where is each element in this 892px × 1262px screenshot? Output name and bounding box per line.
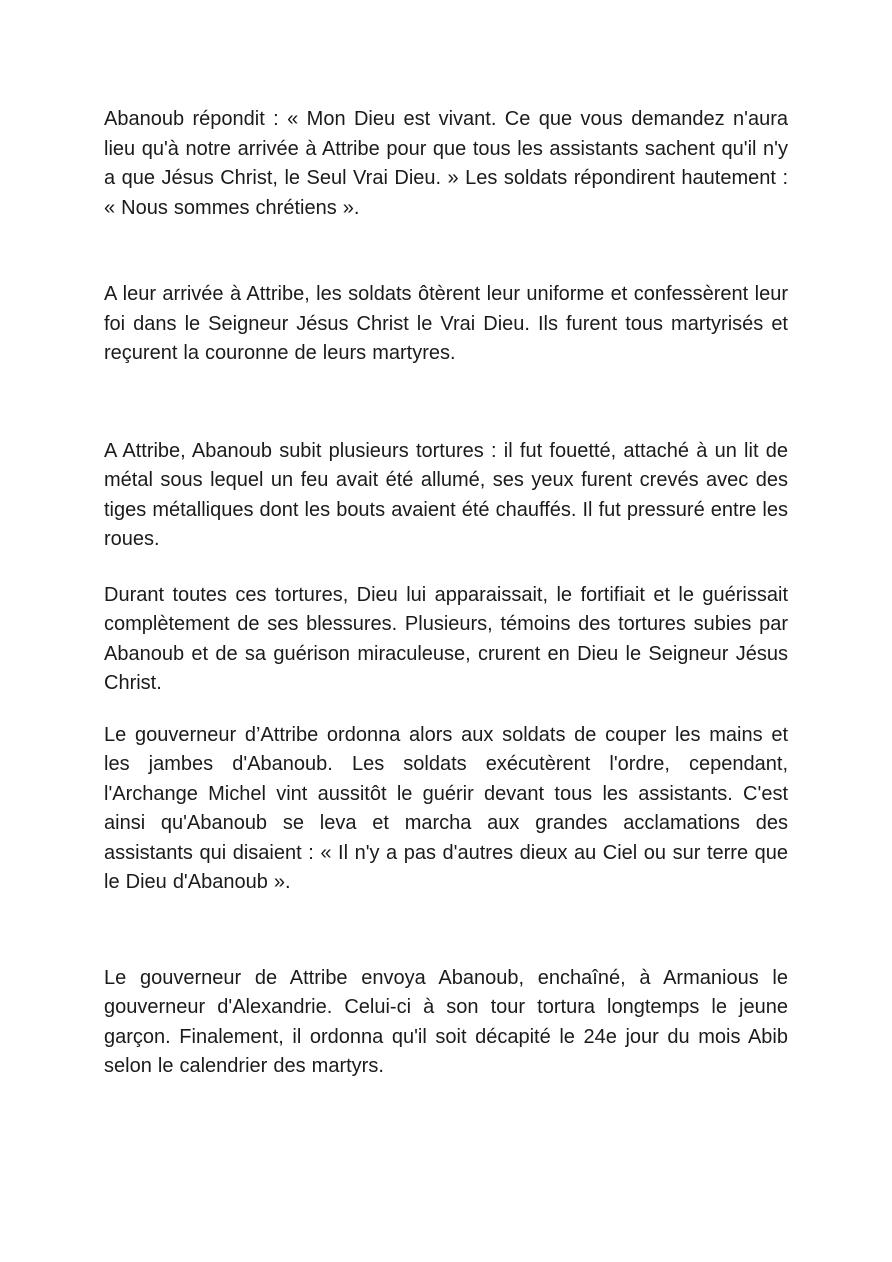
paragraph-sent-to-armanious: Le gouverneur de Attribe envoya Abanoub, enchaîné, à Armanious le gouverneur d'Alexandrie. Celui-ci à son tour tortura longtemps le jeune garçon. Finalement, il ordonna qu'il soit décapité le 24e jour du mois Abib selon le calendrier des martyrs. <box>104 966 788 1077</box>
paragraph-governor-order: Le gouverneur d’Attribe ordonna alors aux soldats de couper les mains et les jambes d'Abanoub. Les soldats exécutèrent l'ordre, cependant, l'Archange Michel vint aussitôt le guérir devant tous les assistants. C'est ainsi qu'Abanoub se leva et marcha aux grandes acclamations des assistants qui disaient : « Il n'y a pas d'autres dieux au Ciel ou sur terre que le Dieu d'Abanoub ». <box>104 723 788 893</box>
paragraph-tortures: A Attribe, Abanoub subit plusieurs tortures : il fut fouetté, attaché à un lit de métal sous lequel un feu avait été allumé, ses yeux furent crevés avec des tiges métalliques dont les bouts avaient été chauffés. Il fut pressuré entre les roues. <box>104 439 788 550</box>
paragraph-abanoub-reply: Abanoub répondit : « Mon Dieu est vivant. Ce que vous demandez n'aura lieu qu'à notre arrivée à Attribe pour que tous les assistants sachent qu'il n'y a que Jésus Christ, le Seul Vrai Dieu. » Les soldats répondirent hautement : « Nous sommes chrétiens ». <box>104 108 788 219</box>
paragraph-arrival-attribe: A leur arrivée à Attribe, les soldats ôtèrent leur uniforme et confessèrent leur foi dans le Seigneur Jésus Christ le Vrai Dieu. Ils furent tous martyrisés et reçurent la couronne de leurs martyres. <box>104 283 788 364</box>
paragraph-healing: Durant toutes ces tortures, Dieu lui apparaissait, le fortifiait et le guérissait complètement de ses blessures. Plusieurs, témoins des tortures subies par Abanoub et de sa guérison miraculeuse, crurent en Dieu le Seigneur Jésus Christ. <box>104 583 788 694</box>
